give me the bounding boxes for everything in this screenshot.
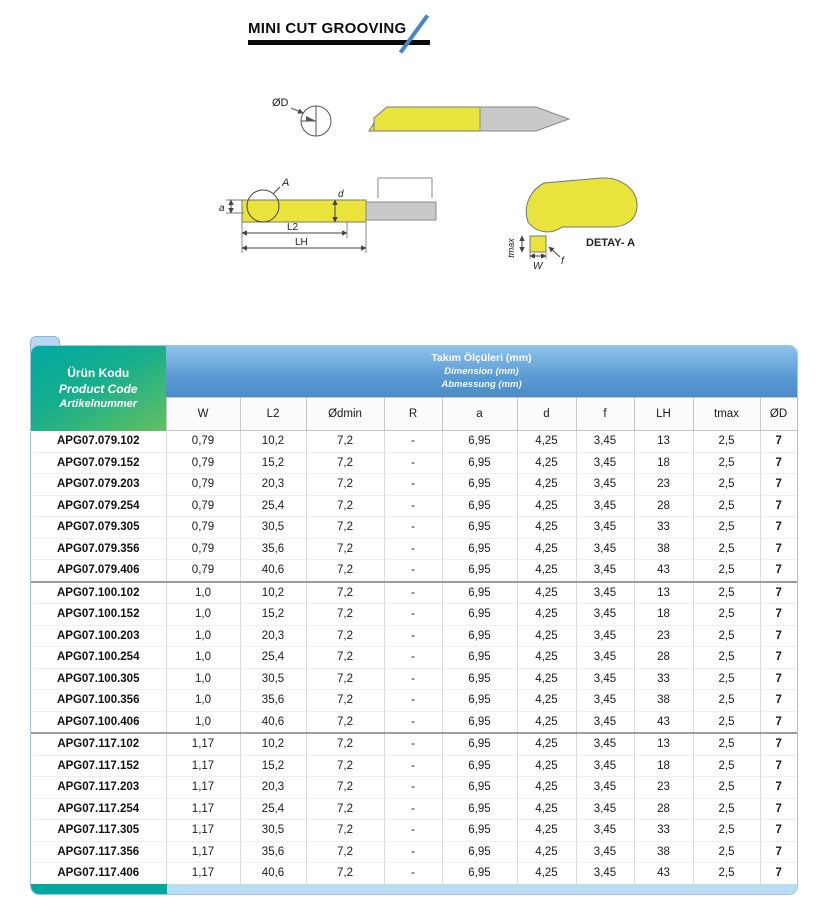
value-cell: 23 [634, 474, 693, 496]
value-cell: 7 [760, 711, 797, 733]
product-code-cell: APG07.117.254 [31, 798, 166, 820]
value-cell: - [384, 711, 442, 733]
value-cell: 1,17 [166, 820, 240, 842]
value-cell: - [384, 647, 442, 669]
bottom-band-teal [31, 884, 167, 894]
product-code-cell: APG07.079.102 [31, 431, 166, 453]
value-cell: 43 [634, 560, 693, 582]
dimension-header-tr: Takım Ölçüleri (mm) [431, 352, 532, 364]
value-cell: 3,45 [576, 690, 634, 712]
value-cell: 30,5 [240, 517, 306, 539]
col-header-od: ØD [760, 398, 797, 431]
detail-title: DETAY- A [586, 237, 636, 249]
tool-dimensioned-view [226, 178, 436, 253]
value-cell: 3,45 [576, 798, 634, 820]
value-cell: 0,79 [166, 538, 240, 560]
table-row [31, 798, 797, 820]
value-cell: 2,5 [693, 560, 760, 582]
dim-l2-label: L2 [287, 222, 299, 233]
value-cell: 7 [760, 647, 797, 669]
dimension-header [166, 346, 797, 398]
col-header-l2: L2 [240, 398, 306, 431]
bottom-band-blue [167, 884, 797, 894]
table-row [31, 733, 797, 755]
detail-ref-label: A [282, 177, 290, 189]
tool-side-view [369, 107, 569, 131]
value-cell: - [384, 863, 442, 884]
table-row [31, 560, 797, 582]
value-cell: 7 [760, 690, 797, 712]
value-cell: 6,95 [442, 452, 517, 474]
value-cell: - [384, 452, 442, 474]
value-cell: - [384, 777, 442, 799]
value-cell: 2,5 [693, 538, 760, 560]
value-cell: 35,6 [240, 690, 306, 712]
value-cell: 7,2 [306, 820, 384, 842]
table-row [31, 452, 797, 474]
value-cell: - [384, 820, 442, 842]
value-cell: 6,95 [442, 560, 517, 582]
value-cell: 4,25 [517, 604, 576, 626]
value-cell: 1,0 [166, 690, 240, 712]
dim-a-label: a [219, 203, 225, 214]
value-cell: 7,2 [306, 452, 384, 474]
value-cell: 0,79 [166, 560, 240, 582]
value-cell: 7 [760, 798, 797, 820]
value-cell: 6,95 [442, 495, 517, 517]
technical-drawings [0, 50, 825, 340]
value-cell: 2,5 [693, 582, 760, 604]
value-cell: 0,79 [166, 452, 240, 474]
value-cell: 4,25 [517, 582, 576, 604]
table-row [31, 647, 797, 669]
dim-f-label: f [561, 256, 564, 267]
value-cell: 3,45 [576, 841, 634, 863]
product-code-cell: APG07.100.305 [31, 668, 166, 690]
product-code-cell: APG07.117.305 [31, 820, 166, 842]
value-cell: 3,45 [576, 668, 634, 690]
value-cell: 7,2 [306, 668, 384, 690]
value-cell: 35,6 [240, 841, 306, 863]
value-cell: 23 [634, 625, 693, 647]
value-cell: 1,0 [166, 582, 240, 604]
value-cell: 2,5 [693, 625, 760, 647]
value-cell: 18 [634, 755, 693, 777]
value-cell: 2,5 [693, 798, 760, 820]
value-cell: 7 [760, 582, 797, 604]
value-cell: 7 [760, 474, 797, 496]
value-cell: 18 [634, 604, 693, 626]
value-cell: 4,25 [517, 560, 576, 582]
product-code-cell: APG07.117.152 [31, 755, 166, 777]
value-cell: 28 [634, 798, 693, 820]
table-row [31, 474, 797, 496]
col-header-d: d [517, 398, 576, 431]
product-header-de: Artikelnummer [59, 398, 138, 411]
value-cell: 6,95 [442, 647, 517, 669]
value-cell: 2,5 [693, 755, 760, 777]
value-cell: 6,95 [442, 690, 517, 712]
product-code-cell: APG07.117.356 [31, 841, 166, 863]
value-cell: 4,25 [517, 431, 576, 453]
value-cell: 2,5 [693, 668, 760, 690]
value-cell: 3,45 [576, 517, 634, 539]
value-cell: 13 [634, 733, 693, 755]
value-cell: 1,0 [166, 668, 240, 690]
value-cell: 7 [760, 668, 797, 690]
od-label: ØD [272, 97, 289, 109]
value-cell: - [384, 604, 442, 626]
value-cell: 6,95 [442, 474, 517, 496]
table-row [31, 711, 797, 733]
value-cell: 2,5 [693, 690, 760, 712]
value-cell: 6,95 [442, 820, 517, 842]
value-cell: 1,0 [166, 647, 240, 669]
dim-d-label: d [338, 189, 344, 200]
value-cell: 3,45 [576, 431, 634, 453]
value-cell: 18 [634, 452, 693, 474]
value-cell: 7,2 [306, 517, 384, 539]
value-cell: 33 [634, 517, 693, 539]
value-cell: 1,17 [166, 733, 240, 755]
value-cell: 2,5 [693, 474, 760, 496]
value-cell: - [384, 431, 442, 453]
value-cell: 7 [760, 560, 797, 582]
product-code-cell: APG07.100.254 [31, 647, 166, 669]
dim-tmax-label: tmax [506, 238, 516, 258]
value-cell: 7,2 [306, 560, 384, 582]
value-cell: 3,45 [576, 495, 634, 517]
product-code-cell: APG07.117.203 [31, 777, 166, 799]
dim-w-label: W [533, 261, 543, 272]
value-cell: 0,79 [166, 495, 240, 517]
value-cell: 6,95 [442, 604, 517, 626]
table-row [31, 625, 797, 647]
value-cell: 6,95 [442, 841, 517, 863]
value-cell: - [384, 517, 442, 539]
value-cell: 3,45 [576, 474, 634, 496]
value-cell: 3,45 [576, 647, 634, 669]
value-cell: 3,45 [576, 777, 634, 799]
value-cell: 38 [634, 841, 693, 863]
table-row [31, 690, 797, 712]
table-row [31, 495, 797, 517]
value-cell: 33 [634, 820, 693, 842]
value-cell: 15,2 [240, 604, 306, 626]
value-cell: 38 [634, 690, 693, 712]
product-table [31, 346, 798, 884]
value-cell: 7 [760, 604, 797, 626]
value-cell: 13 [634, 582, 693, 604]
product-header-tr: Ürün Kodu [67, 365, 130, 380]
value-cell: 6,95 [442, 431, 517, 453]
value-cell: 2,5 [693, 777, 760, 799]
value-cell: 3,45 [576, 452, 634, 474]
value-cell: - [384, 668, 442, 690]
value-cell: 0,79 [166, 431, 240, 453]
value-cell: 4,25 [517, 820, 576, 842]
od-leader-line [291, 108, 303, 113]
value-cell: 35,6 [240, 538, 306, 560]
value-cell: 3,45 [576, 820, 634, 842]
value-cell: 0,79 [166, 474, 240, 496]
value-cell: 4,25 [517, 647, 576, 669]
col-header-lh: LH [634, 398, 693, 431]
value-cell: 2,5 [693, 711, 760, 733]
value-cell: 2,5 [693, 820, 760, 842]
value-cell: 6,95 [442, 582, 517, 604]
value-cell: 6,95 [442, 625, 517, 647]
value-cell: 7 [760, 538, 797, 560]
value-cell: 2,5 [693, 841, 760, 863]
value-cell: 6,95 [442, 517, 517, 539]
table-row [31, 431, 797, 453]
tool-front-view [301, 106, 331, 136]
product-code-cell: APG07.100.152 [31, 604, 166, 626]
value-cell: 10,2 [240, 582, 306, 604]
table-row [31, 582, 797, 604]
insert-width-section [530, 236, 546, 252]
value-cell: 28 [634, 647, 693, 669]
value-cell: 43 [634, 711, 693, 733]
product-code-cell: APG07.100.203 [31, 625, 166, 647]
value-cell: 25,4 [240, 495, 306, 517]
product-code-cell: APG07.079.305 [31, 517, 166, 539]
product-table-wrapper [30, 345, 798, 895]
value-cell: 2,5 [693, 431, 760, 453]
value-cell: 7,2 [306, 625, 384, 647]
value-cell: 7,2 [306, 690, 384, 712]
value-cell: - [384, 690, 442, 712]
value-cell: 20,3 [240, 474, 306, 496]
value-cell: 1,17 [166, 841, 240, 863]
value-cell: 6,95 [442, 798, 517, 820]
value-cell: 2,5 [693, 647, 760, 669]
value-cell: 40,6 [240, 560, 306, 582]
product-code-cell: APG07.079.203 [31, 474, 166, 496]
value-cell: - [384, 733, 442, 755]
value-cell: 7 [760, 733, 797, 755]
value-cell: 0,79 [166, 517, 240, 539]
value-cell: 4,25 [517, 733, 576, 755]
value-cell: - [384, 625, 442, 647]
value-cell: 7,2 [306, 798, 384, 820]
value-cell: 7,2 [306, 755, 384, 777]
dimension-header-en: Dimension (mm) [444, 365, 519, 377]
table-row [31, 777, 797, 799]
value-cell: 7,2 [306, 777, 384, 799]
value-cell: 6,95 [442, 777, 517, 799]
value-cell: 6,95 [442, 668, 517, 690]
col-header-f: f [576, 398, 634, 431]
value-cell: 3,45 [576, 733, 634, 755]
value-cell: 1,17 [166, 863, 240, 884]
value-cell: 1,0 [166, 711, 240, 733]
product-code-cell: APG07.079.356 [31, 538, 166, 560]
bottom-band [31, 884, 797, 894]
value-cell: 1,17 [166, 777, 240, 799]
value-cell: 4,25 [517, 495, 576, 517]
value-cell: 7 [760, 755, 797, 777]
value-cell: 33 [634, 668, 693, 690]
value-cell: 4,25 [517, 625, 576, 647]
value-cell: 7 [760, 431, 797, 453]
value-cell: 1,0 [166, 625, 240, 647]
product-code-header [31, 346, 166, 431]
value-cell: 4,25 [517, 474, 576, 496]
value-cell: 7,2 [306, 841, 384, 863]
product-code-cell: APG07.079.152 [31, 452, 166, 474]
table-row [31, 820, 797, 842]
value-cell: 25,4 [240, 647, 306, 669]
col-header-a: a [442, 398, 517, 431]
product-code-cell: APG07.100.102 [31, 582, 166, 604]
value-cell: 7,2 [306, 647, 384, 669]
product-code-cell: APG07.079.254 [31, 495, 166, 517]
value-cell: 4,25 [517, 668, 576, 690]
value-cell: 4,25 [517, 863, 576, 884]
value-cell: 40,6 [240, 711, 306, 733]
value-cell: 2,5 [693, 495, 760, 517]
value-cell: 43 [634, 863, 693, 884]
table-row [31, 604, 797, 626]
value-cell: 6,95 [442, 538, 517, 560]
product-code-cell: APG07.079.406 [31, 560, 166, 582]
value-cell: 7,2 [306, 538, 384, 560]
value-cell: 2,5 [693, 863, 760, 884]
value-cell: - [384, 560, 442, 582]
value-cell: 7,2 [306, 711, 384, 733]
value-cell: 1,17 [166, 755, 240, 777]
value-cell: 15,2 [240, 755, 306, 777]
table-row [31, 755, 797, 777]
value-cell: 3,45 [576, 538, 634, 560]
value-cell: 7,2 [306, 582, 384, 604]
value-cell: 7,2 [306, 431, 384, 453]
product-code-cell: APG07.100.356 [31, 690, 166, 712]
value-cell: - [384, 582, 442, 604]
value-cell: 7 [760, 841, 797, 863]
value-cell: 13 [634, 431, 693, 453]
value-cell: 4,25 [517, 777, 576, 799]
product-code-cell: APG07.100.406 [31, 711, 166, 733]
value-cell: 7 [760, 625, 797, 647]
table-row [31, 863, 797, 884]
dim-lh-label: LH [295, 237, 308, 248]
value-cell: 7 [760, 452, 797, 474]
value-cell: 25,4 [240, 798, 306, 820]
value-cell: - [384, 841, 442, 863]
value-cell: 7,2 [306, 863, 384, 884]
value-cell: 3,45 [576, 604, 634, 626]
value-cell: 20,3 [240, 625, 306, 647]
value-cell: 1,0 [166, 604, 240, 626]
value-cell: 7,2 [306, 604, 384, 626]
value-cell: 7,2 [306, 495, 384, 517]
value-cell: 3,45 [576, 711, 634, 733]
value-cell: 30,5 [240, 668, 306, 690]
table-row [31, 668, 797, 690]
value-cell: 6,95 [442, 711, 517, 733]
value-cell: 3,45 [576, 863, 634, 884]
value-cell: 7 [760, 777, 797, 799]
product-code-cell: APG07.117.102 [31, 733, 166, 755]
value-cell: 4,25 [517, 711, 576, 733]
table-head [31, 346, 797, 431]
value-cell: 3,45 [576, 582, 634, 604]
value-cell: 7,2 [306, 474, 384, 496]
value-cell: - [384, 474, 442, 496]
value-cell: 30,5 [240, 820, 306, 842]
value-cell: 2,5 [693, 733, 760, 755]
value-cell: 4,25 [517, 798, 576, 820]
value-cell: 4,25 [517, 690, 576, 712]
page-title: MINI CUT GROOVING [248, 20, 407, 37]
value-cell: 10,2 [240, 431, 306, 453]
value-cell: 4,25 [517, 517, 576, 539]
table-body [31, 431, 797, 884]
value-cell: 7 [760, 863, 797, 884]
value-cell: 38 [634, 538, 693, 560]
value-cell: 2,5 [693, 452, 760, 474]
value-cell: 23 [634, 777, 693, 799]
dimension-header-de: Abmessung (mm) [441, 378, 522, 390]
value-cell: 1,17 [166, 798, 240, 820]
value-cell: 4,25 [517, 452, 576, 474]
col-header-r: R [384, 398, 442, 431]
value-cell: - [384, 798, 442, 820]
product-code-cell: APG07.117.406 [31, 863, 166, 884]
value-cell: - [384, 538, 442, 560]
value-cell: 7,2 [306, 733, 384, 755]
value-cell: 3,45 [576, 560, 634, 582]
col-header-odmin: Ødmin [306, 398, 384, 431]
value-cell: 6,95 [442, 755, 517, 777]
value-cell: 6,95 [442, 733, 517, 755]
table-row [31, 841, 797, 863]
value-cell: 7 [760, 517, 797, 539]
value-cell: 40,6 [240, 863, 306, 884]
value-cell: 28 [634, 495, 693, 517]
value-cell: 2,5 [693, 517, 760, 539]
table-row [31, 538, 797, 560]
value-cell: 3,45 [576, 625, 634, 647]
col-header-tmax: tmax [693, 398, 760, 431]
page-title-block [248, 20, 448, 45]
value-cell: - [384, 495, 442, 517]
value-cell: 7 [760, 820, 797, 842]
value-cell: 2,5 [693, 604, 760, 626]
value-cell: 4,25 [517, 755, 576, 777]
value-cell: 7 [760, 495, 797, 517]
value-cell: 20,3 [240, 777, 306, 799]
value-cell: 15,2 [240, 452, 306, 474]
value-cell: 6,95 [442, 863, 517, 884]
value-cell: - [384, 755, 442, 777]
value-cell: 3,45 [576, 755, 634, 777]
product-header-en: Product Code [58, 381, 138, 396]
value-cell: 4,25 [517, 538, 576, 560]
table-row [31, 517, 797, 539]
col-header-w: W [166, 398, 240, 431]
value-cell: 4,25 [517, 841, 576, 863]
value-cell: 10,2 [240, 733, 306, 755]
